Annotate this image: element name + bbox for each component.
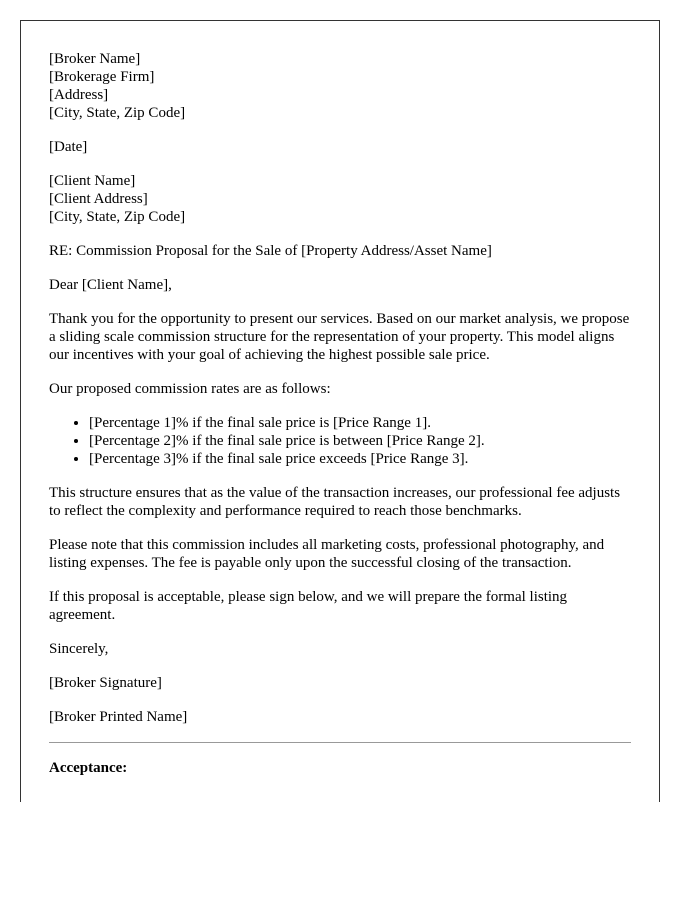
sender-city: [City, State, Zip Code] [49,105,186,121]
costs-paragraph: Please note that this commission includes all marketing costs, professional photography, and listing expenses. The fee is payable only upon the successful closing of the transaction. [49,537,605,571]
recipient-name: [Client Name] [49,173,136,189]
recipient-block [49,172,631,226]
subject-line: RE: Commission Proposal for the Sale of [Property Address/Asset Name] [49,243,492,259]
rate-item: • [Percentage 1]% if the final sale price is [Price Range 1]. [89,414,631,432]
rates-intro: Our proposed commission rates are as follows: [49,381,331,397]
divider [49,742,631,743]
rate-item: • [Percentage 3]% if the final sale price exceeds [Price Range 3]. [89,450,631,468]
recipient-address: [Client Address] [49,191,148,207]
sender-block [49,50,631,122]
recipient-city: [City, State, Zip Code] [49,209,186,225]
broker-signature: [Broker Signature] [49,675,162,691]
broker-printed-name: [Broker Printed Name] [49,709,188,725]
signoff: Sincerely, [49,641,109,657]
letter-date: [Date] [49,139,88,155]
salutation: Dear [Client Name], [49,277,172,293]
rates-list [49,414,631,468]
acceptance-paragraph: If this proposal is acceptable, please sign below, and we will prepare the formal listing agreement. [49,589,568,623]
structure-paragraph: This structure ensures that as the value of the transaction increases, our professional fee adjusts to reflect the complexity and performance required to reach those benchmarks. [49,485,621,519]
letter-page [20,20,660,802]
sender-address: [Address] [49,87,109,103]
rate-item: • [Percentage 2]% if the final sale price is between [Price Range 2]. [89,432,631,450]
sender-firm: [Brokerage Firm] [49,69,155,85]
sender-name: [Broker Name] [49,51,141,67]
intro-paragraph: Thank you for the opportunity to present our services. Based on our market analysis, we propose a sliding scale commission structure for the representation of your property. This model aligns our incentives with your goal of achieving the highest possible sale price. [49,311,630,363]
acceptance-heading: Acceptance: [49,760,128,776]
